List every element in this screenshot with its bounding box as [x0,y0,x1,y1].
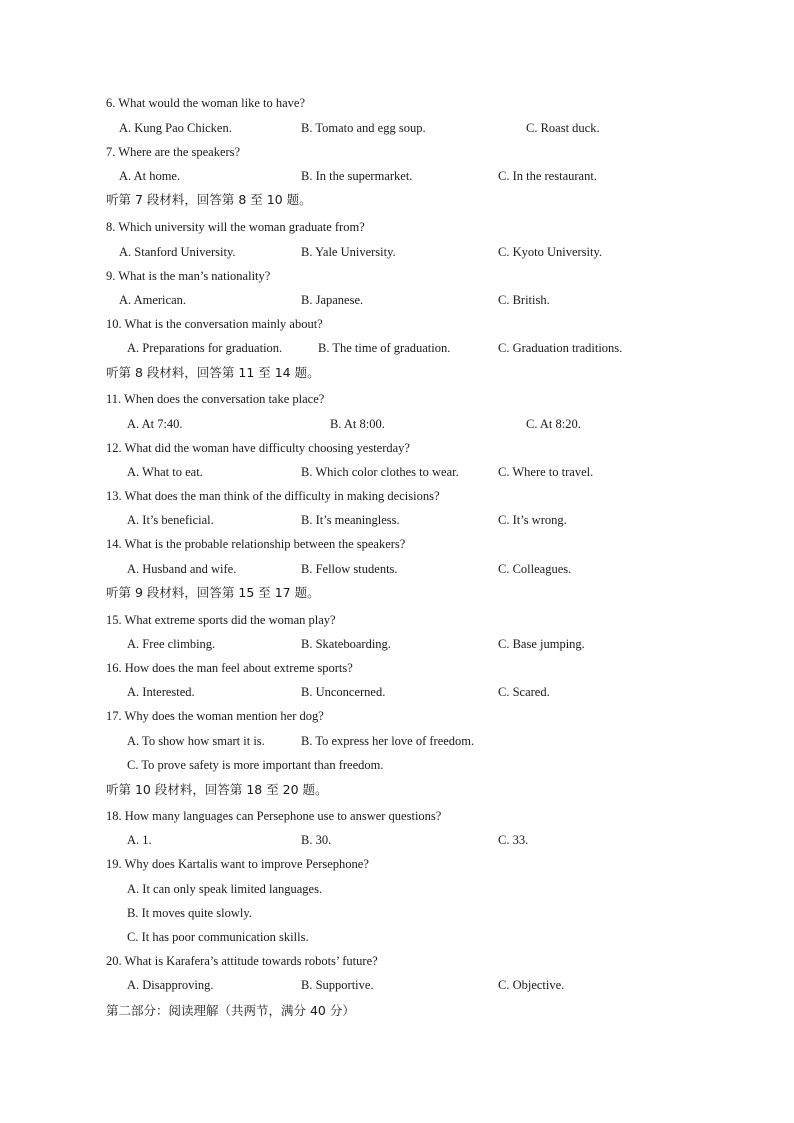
option-10a: A. Preparations for graduation. [127,341,283,355]
option-20b: B. Supportive. [301,978,374,992]
option-7c: C. In the restaurant. [498,169,597,183]
question-18: 18. How many languages can Persephone use to answer questions? [106,809,442,823]
option-18b: B. 30. [301,833,332,847]
option-12b: B. Which color clothes to wear. [301,465,459,479]
section-9-heading: 听第 9 段材料，回答第 15 至 17 题。 [106,585,320,600]
option-7b: B. In the supermarket. [301,169,413,183]
option-17c: C. To prove safety is more important than freedom. [127,758,384,772]
option-8a: A. Stanford University. [119,245,236,259]
question-16: 16. How does the man feel about extreme sports? [106,661,353,675]
option-11a: A. At 7:40. [127,417,183,431]
option-6b: B. Tomato and egg soup. [301,121,426,135]
option-20c: C. Objective. [498,978,565,992]
option-15a: A. Free climbing. [127,637,216,651]
option-7a: A. At home. [119,169,181,183]
option-15b: B. Skateboarding. [301,637,391,651]
option-6a: A. Kung Pao Chicken. [119,121,232,135]
option-12a: A. What to eat. [127,465,203,479]
option-13c: C. It’s wrong. [498,513,567,527]
section-7-heading: 听第 7 段材料，回答第 8 至 10 题。 [106,192,312,207]
option-16a: A. Interested. [127,685,195,699]
option-12c: C. Where to travel. [498,465,594,479]
option-8c: C. Kyoto University. [498,245,603,259]
question-20: 20. What is Karafera’s attitude towards robots’ future? [106,954,378,968]
option-8b: B. Yale University. [301,245,396,259]
option-13a: A. It’s beneficial. [127,513,214,527]
question-15: 15. What extreme sports did the woman play? [106,613,336,627]
option-19b: B. It moves quite slowly. [127,906,252,920]
option-9b: B. Japanese. [301,293,364,307]
option-6c: C. Roast duck. [526,121,600,135]
option-16c: C. Scared. [498,685,550,699]
part-2-heading: 第二部分：阅读理解（共两节，满分 40 分） [106,1003,355,1018]
option-17b: B. To express her love of freedom. [301,734,475,748]
question-12: 12. What did the woman have difficulty choosing yesterday? [106,441,410,455]
question-10: 10. What is the conversation mainly about? [106,317,323,331]
question-8: 8. Which university will the woman graduate from? [106,220,365,234]
question-7: 7. Where are the speakers? [106,145,241,159]
option-11b: B. At 8:00. [330,417,385,431]
question-14: 14. What is the probable relationship between the speakers? [106,537,406,551]
option-15c: C. Base jumping. [498,637,585,651]
option-14b: B. Fellow students. [301,562,398,576]
option-9c: C. British. [498,293,550,307]
option-9a: A. American. [119,293,186,307]
option-10b: B. The time of graduation. [318,341,451,355]
question-11: 11. When does the conversation take place? [106,392,325,406]
option-17a: A. To show how smart it is. [127,734,265,748]
option-19a: A. It can only speak limited languages. [127,882,323,896]
option-19c: C. It has poor communication skills. [127,930,309,944]
option-11c: C. At 8:20. [526,417,581,431]
section-10-heading: 听第 10 段材料，回答第 18 至 20 题。 [106,782,328,797]
option-18c: C. 33. [498,833,529,847]
option-10c: C. Graduation traditions. [498,341,623,355]
option-18a: A. 1. [127,833,152,847]
question-13: 13. What does the man think of the difficulty in making decisions? [106,489,440,503]
section-8-heading: 听第 8 段材料，回答第 11 至 14 题。 [106,365,320,380]
option-16b: B. Unconcerned. [301,685,386,699]
option-14c: C. Colleagues. [498,562,572,576]
option-20a: A. Disapproving. [127,978,214,992]
option-14a: A. Husband and wife. [127,562,237,576]
question-9: 9. What is the man’s nationality? [106,269,271,283]
question-19: 19. Why does Kartalis want to improve Persephone? [106,857,369,871]
question-6: 6. What would the woman like to have? [106,96,306,110]
option-13b: B. It’s meaningless. [301,513,400,527]
question-17: 17. Why does the woman mention her dog? [106,709,324,723]
